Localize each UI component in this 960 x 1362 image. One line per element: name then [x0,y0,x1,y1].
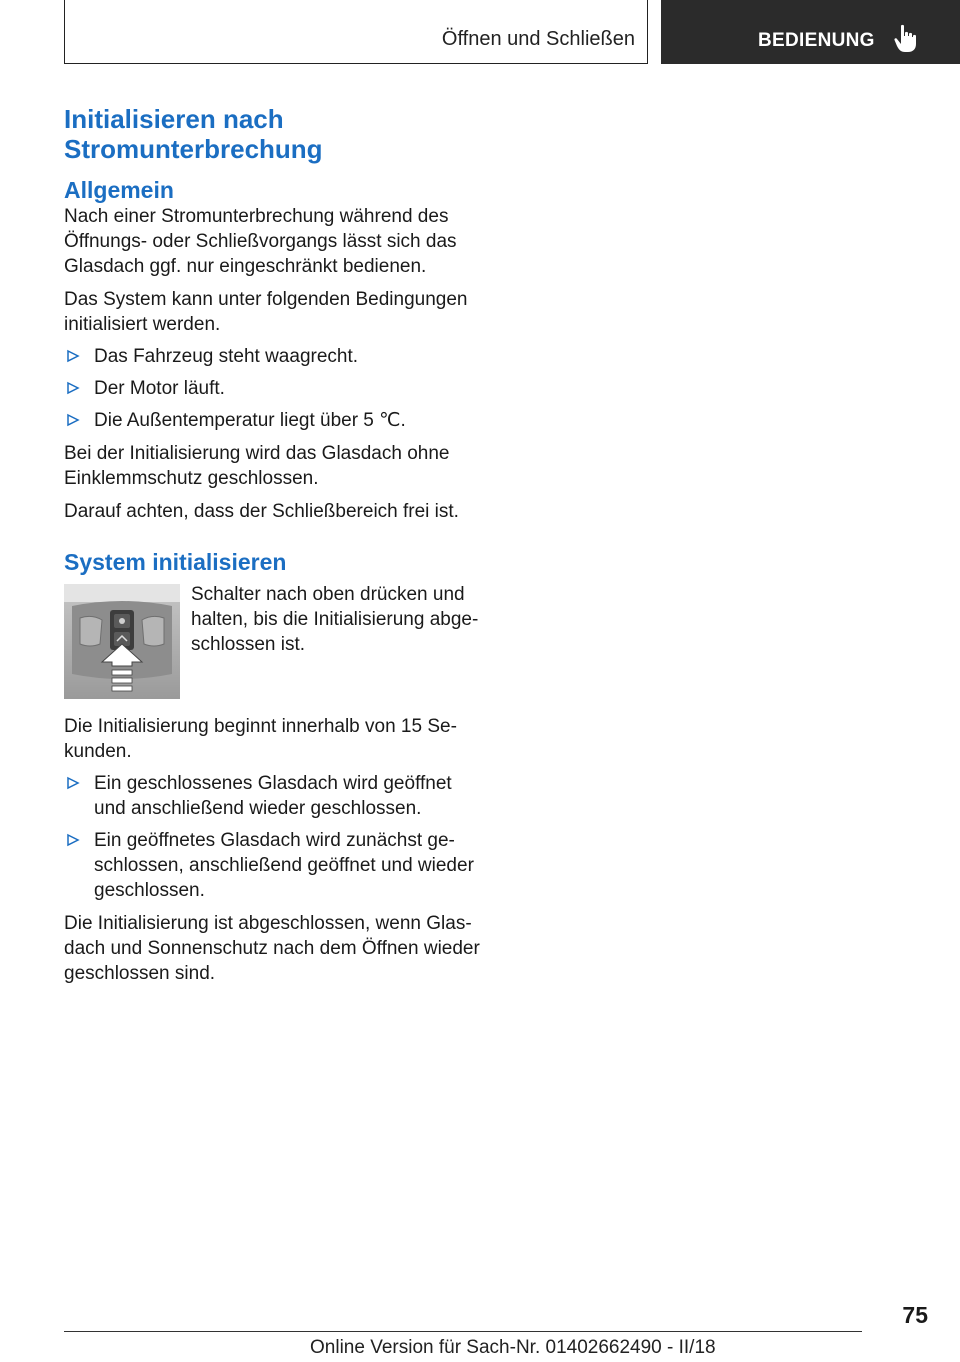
pointing-hand-icon [893,24,919,54]
triangle-bullet-icon [66,829,80,851]
general-paragraph-2: Das System kann unter folgenden Bedingungen initialisiert werden. [64,289,468,335]
general-paragraph-4: Darauf achten, dass der Schließbereich frei ist. [64,501,459,522]
steps-list [64,771,484,903]
list-item [64,344,484,369]
triangle-bullet-icon [66,377,80,399]
list-item [64,771,484,821]
list-item-text: Das Fahrzeug steht waagrecht. [94,346,359,367]
general-paragraph-3: Bei der Initialisierung wird das Glasdach ohne Einklemmschutz geschlossen. [64,443,450,489]
list-item [64,408,484,433]
section-title: Öffnen und Schließen [441,28,635,50]
list-item-text: Ein geschlossenes Glasdach wird geöffnet und anschließend wieder geschlossen. [94,773,452,819]
list-item [64,828,484,903]
chapter-tab [661,0,960,64]
triangle-bullet-icon [66,772,80,794]
chapter-title: BEDIENUNG [758,30,875,51]
heading-system-initialisieren: System initialisieren [64,549,287,575]
page-content [64,104,484,986]
page-number: 75 [902,1302,928,1328]
conditions-list [64,344,484,433]
header-section-box [64,0,648,64]
page-title: Initialisieren nach Stromunterbrechung [64,104,323,164]
switch-instruction [64,582,484,700]
triangle-bullet-icon [66,409,80,431]
image-caption: Schalter nach oben drücken und halten, bis die Initialisierung abgeschlossen ist. [191,584,479,655]
system-paragraph-2: Die Initialisierung ist abgeschlossen, wenn Glasdach und Sonnenschutz nach dem Öffnen wieder geschlossen sind. [64,913,480,984]
list-item-text: Die Außentemperatur liegt über 5 ℃. [94,410,406,431]
system-paragraph-1: Die Initialisierung beginnt innerhalb von 15 Sekunden. [64,716,457,762]
footer-divider [64,1331,862,1332]
triangle-bullet-icon [66,345,80,367]
list-item [64,376,484,401]
online-version-note: Online Version für Sach-Nr. 01402662490 - II/18 [310,1337,716,1358]
list-item-text: Der Motor läuft. [94,378,225,399]
list-item-text: Ein geöffnetes Glasdach wird zunächst geschlossen, anschließend geöffnet und wieder geschlossen. [94,830,474,901]
general-paragraph-1: Nach einer Stromunterbrechung während des Öffnungs- oder Schließvorgangs lässt sich das Glasdach ggf. nur eingeschränkt bedienen. [64,206,457,277]
heading-allgemein: Allgemein [64,177,174,203]
roof-switch-image [64,584,180,699]
